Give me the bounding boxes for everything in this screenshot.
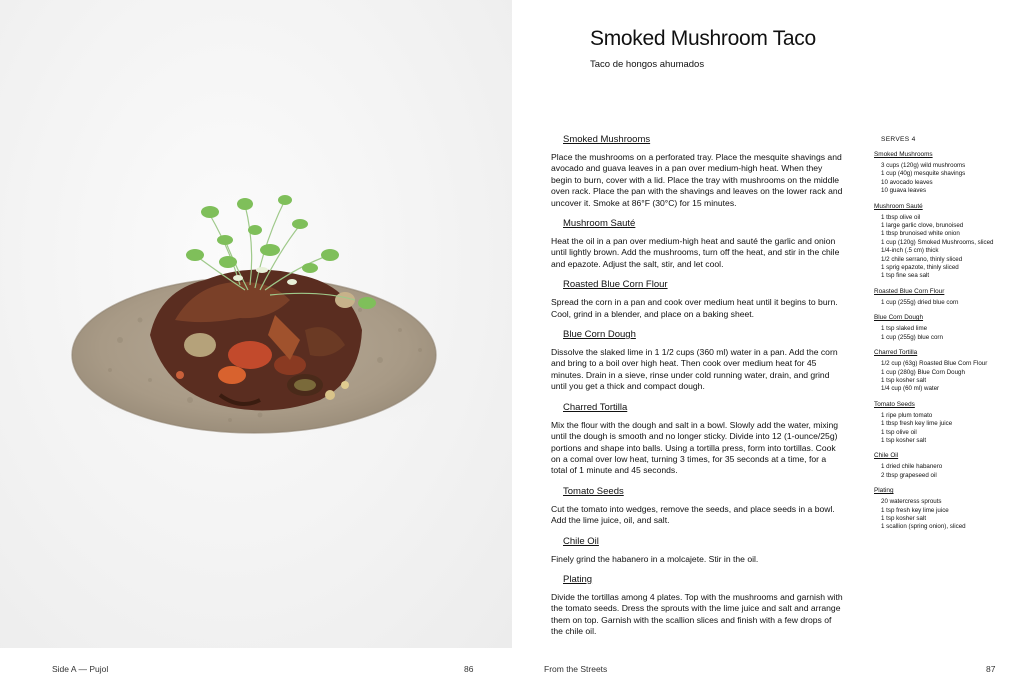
ingredient-item: 1 sprig epazote, thinly sliced [881, 264, 959, 272]
ingredient-group [874, 349, 994, 394]
step-body: Spread the corn in a pan and cook over medium heat until it begins to burn. Cool, grind in a blender, and place on a baking sheet. [551, 297, 838, 319]
ingredient-item: 1 dried chile habanero [881, 463, 943, 471]
ingredient-item: 20 watercress sprouts [881, 498, 942, 506]
page-number-right: 87 [986, 664, 996, 674]
ingredient-group-heading: Plating [874, 487, 894, 495]
ingredients-column [874, 136, 994, 539]
step-heading: Mushroom Sauté [563, 218, 636, 230]
ingredient-item: 1 cup (280g) Blue Corn Dough [881, 368, 965, 376]
ingredient-item: 10 guava leaves [881, 187, 927, 195]
ingredient-group [874, 401, 994, 446]
ingredient-item: 1 tsp olive oil [881, 428, 917, 436]
step-tomato-seeds [551, 486, 844, 527]
ingredient-group-heading: Roasted Blue Corn Flour [874, 287, 945, 295]
ingredient-list [874, 360, 994, 394]
ingredient-group [874, 314, 994, 342]
ingredient-item: 1 cup (255g) blue corn [881, 333, 943, 341]
step-body: Mix the flour with the dough and salt in a bowl. Slowly add the water, mixing until the dough is smooth and no longer sticky. Divide into 12 (1-ounce/25g) portions and shape into balls. Using a tortilla press, form into tortillas. Cook on a comal over low heat, turning 3 times, for 35 seconds at a time, for a total of 1 minute and 45 seconds. [551, 419, 839, 476]
step-heading: Blue Corn Dough [563, 329, 636, 341]
ingredient-item: 3 cups (120g) wild mushrooms [881, 162, 966, 169]
step-heading: Chile Oil [563, 535, 599, 547]
step-heading: Tomato Seeds [563, 485, 624, 497]
ingredient-item: 1/2 cup (63g) Roasted Blue Corn Flour [881, 360, 988, 368]
ingredient-list [874, 498, 994, 532]
serves-label: SERVES 4 [881, 136, 916, 143]
step-chile-oil [551, 536, 844, 565]
step-blue-corn-dough [551, 329, 844, 393]
ingredient-item: 1 tsp kosher salt [881, 376, 927, 384]
ingredient-item: 1 tsp kosher salt [881, 436, 927, 444]
ingredient-list [874, 214, 994, 281]
ingredient-group-heading: Charred Tortilla [874, 349, 918, 357]
step-charred-tortilla [551, 402, 844, 477]
ingredient-item: 10 avocado leaves [881, 178, 933, 186]
footer-left-label: Side A — Pujol [52, 664, 109, 674]
recipe-title: Smoked Mushroom Taco [590, 27, 816, 50]
ingredient-item: 1 tbsp brunoised white onion [881, 230, 960, 238]
ingredient-group-heading: Smoked Mushrooms [874, 151, 933, 158]
ingredient-item: 1 tbsp olive oil [881, 213, 921, 221]
step-body: Dissolve the slaked lime in 1 1/2 cups (360 ml) water in a pan. Add the corn and bring to a boil over high heat. Then cook over medium heat for 45 minutes. Drain in a sieve, rinse under cold running water, drain, and grind until you get a thick and compact dough. [551, 347, 838, 392]
ingredient-list [874, 299, 994, 307]
recipe-subtitle: Taco de hongos ahumados [590, 59, 705, 70]
step-body: Heat the oil in a pan over medium-high heat and sauté the garlic and onion until lightly brown. Add the mushrooms, turn off the heat, and stir in the chile and epazote. Adjust the salt, stir, and let cool. [551, 236, 840, 269]
step-mushroom-saute [551, 218, 844, 270]
ingredient-groups [874, 151, 994, 532]
ingredient-list [874, 412, 994, 446]
step-body: Cut the tomato into wedges, remove the seeds, and place seeds in a bowl. Add the lime juice, oil, and salt. [551, 503, 835, 526]
step-plating [551, 574, 844, 638]
ingredient-list [874, 162, 994, 196]
step-smoked-mushrooms [551, 134, 844, 209]
ingredient-list [874, 325, 994, 342]
ingredient-group [874, 487, 994, 532]
ingredient-item: 1 tsp kosher salt [881, 514, 927, 522]
ingredient-group [874, 452, 994, 480]
step-roasted-blue-corn-flour [551, 279, 844, 320]
step-heading: Charred Tortilla [563, 401, 628, 413]
ingredient-item: 1 large garlic clove, brunoised [881, 222, 964, 230]
ingredient-item: 1 cup (255g) dried blue corn [881, 298, 959, 306]
ingredient-group-heading: Tomato Seeds [874, 400, 915, 408]
step-heading: Roasted Blue Corn Flour [563, 279, 668, 291]
method-steps [551, 134, 844, 647]
ingredient-group-heading: Blue Corn Dough [874, 314, 924, 322]
step-body: Finely grind the habanero in a molcajete. Stir in the oil. [551, 553, 759, 564]
ingredient-group [874, 151, 994, 196]
ingredient-item: 1 tbsp fresh key lime juice [881, 420, 953, 428]
ingredient-group [874, 203, 994, 281]
step-body: Divide the tortillas among 4 plates. Top with the mushrooms and garnish with the tomato seeds. Dress the sprouts with the lime juice and salt and arrange them on top. Garnish with the scallion slices and finish with a few drops of the chile oil. [551, 591, 843, 637]
footer-right-label: From the Streets [544, 664, 608, 674]
ingredient-group-heading: Mushroom Sauté [874, 202, 923, 210]
step-body: Place the mushrooms on a perforated tray. Place the mesquite shavings and avocado and guava leaves in a pan over medium-high heat. When they begin to burn, cover with a lid. Place the tray with mushrooms on the middle oven rack. Place the pan with the shavings and leaves on the lower rack and uncover it. Smoke at 86°F (30°C) for 15 minutes. [551, 152, 843, 208]
ingredient-item: 1 cup (40g) mesquite shavings [881, 170, 966, 178]
ingredient-item: 1 ripe plum tomato [881, 411, 933, 419]
ingredient-item: 1 tsp fine sea salt [881, 272, 930, 280]
ingredient-item: 1 tsp slaked lime [881, 325, 928, 333]
page-number-left: 86 [464, 664, 474, 674]
taco-photo [0, 0, 512, 648]
taco-illustration [0, 0, 512, 648]
ingredient-item: 1/2 chile serrano, thinly sliced [881, 255, 963, 263]
ingredient-item: 1 cup (120g) Smoked Mushrooms, sliced 1/4-inch (.5 cm) thick [881, 238, 994, 255]
ingredient-item: 2 tbsp grapeseed oil [881, 471, 937, 479]
ingredient-group-heading: Chile Oil [874, 452, 899, 460]
step-heading: Smoked Mushrooms [563, 134, 651, 145]
ingredient-item: 1/4 cup (60 ml) water [881, 385, 940, 393]
ingredient-group [874, 288, 994, 307]
step-heading: Plating [563, 573, 593, 585]
ingredient-item: 1 scallion (spring onion), sliced [881, 523, 966, 531]
ingredient-item: 1 tsp fresh key lime juice [881, 506, 949, 514]
ingredient-list [874, 463, 994, 480]
